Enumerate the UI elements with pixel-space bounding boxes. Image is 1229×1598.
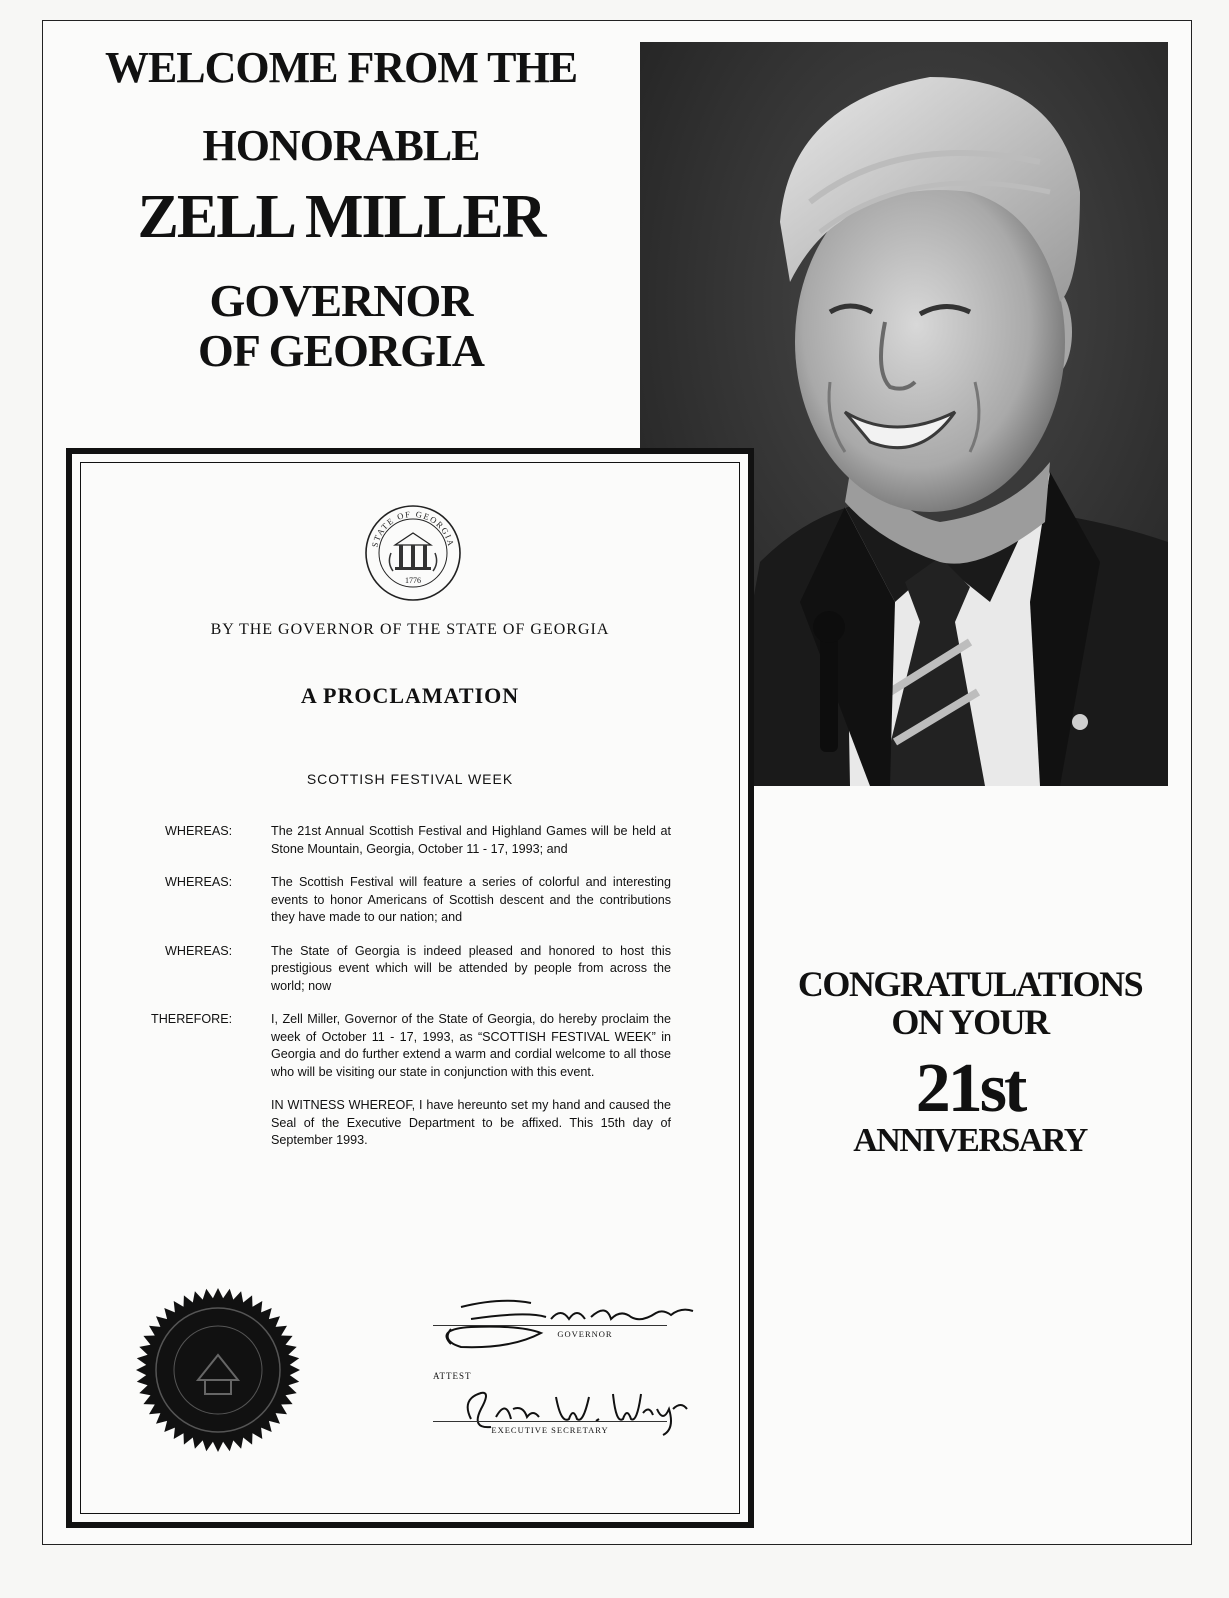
seal-text: STATE OF GEORGIA [369,508,457,549]
seal-year: 1776 [405,576,421,585]
congratulations-block [770,966,1170,1158]
congrats-line-1: CONGRATULATIONS [797,964,1143,1004]
congrats-line-2: ON YOUR [891,1002,1049,1042]
clause-text: The 21st Annual Scottish Festival and Highland Games will be held at Stone Mountain, Georgia, October 11 - 17, 1993; and [271,824,671,856]
headline-governor: GOVERNOR [209,275,473,326]
clause-label: THEREFORE: [151,1012,233,1026]
clause-whereas-2 [151,874,671,927]
proclamation-certificate [66,448,754,1528]
certificate-inner-border [80,462,740,1514]
svg-text:STATE OF GEORGIA [369,509,456,548]
georgia-seal-icon [363,503,463,603]
clause-whereas-3 [151,943,671,996]
clause-label: WHEREAS: [165,824,233,838]
governor-signature [431,1289,711,1359]
headline [46,40,636,374]
clause-label: WHEREAS: [165,943,233,958]
headline-honorable: HONORABLE [202,121,480,170]
headline-welcome: WELCOME FROM THE [104,43,578,92]
secretary-signature-line [433,1421,667,1422]
governor-signature-line [433,1325,667,1326]
witness-clause: IN WITNESS WHEREOF, I have hereunto set my hand and caused the Seal of the Executive Department to be affixed. This 15th day of September 1993. [271,1098,671,1147]
clause-whereas-1 [151,823,671,858]
clause-text: I, Zell Miller, Governor of the State of Georgia, do hereby proclaim the week of October 11 - 17, 1993, as “SCOTTISH FESTIVAL WEEK” in Georgia and do further extend a warm and cordial welcome to all those who will be visiting our state in conjunction with this event. [271,1012,671,1079]
congrats-number: 21st [915,1050,1025,1127]
headline-name: ZELL MILLER [137,183,545,251]
proclamation-title: A PROCLAMATION [300,683,520,708]
governor-label: GOVERNOR [557,1329,613,1339]
secretary-label: EXECUTIVE SECRETARY [491,1425,609,1435]
executive-department-seal-icon [133,1285,303,1455]
headline-state: OF GEORGIA [197,325,485,376]
clause-therefore [151,1011,671,1081]
clause-label: WHEREAS: [165,875,233,889]
attest-label: ATTEST [433,1371,472,1381]
clause-text: The State of Georgia is indeed pleased and honored to host this prestigious event which will be attended by people from across the world; now [271,943,671,993]
proclamation-subtitle: SCOTTISH FESTIVAL WEEK [306,771,514,787]
clause-text: The Scottish Festival will feature a series of colorful and interesting events to honor Americans of Scottish descent and the contributions they have made to our nation; and [271,875,671,924]
congrats-anniversary: ANNIVERSARY [853,1122,1087,1159]
proclamation-clauses [151,823,671,1150]
proclamation-by-line: BY THE GOVERNOR OF THE STATE OF GEORGIA [210,621,610,638]
